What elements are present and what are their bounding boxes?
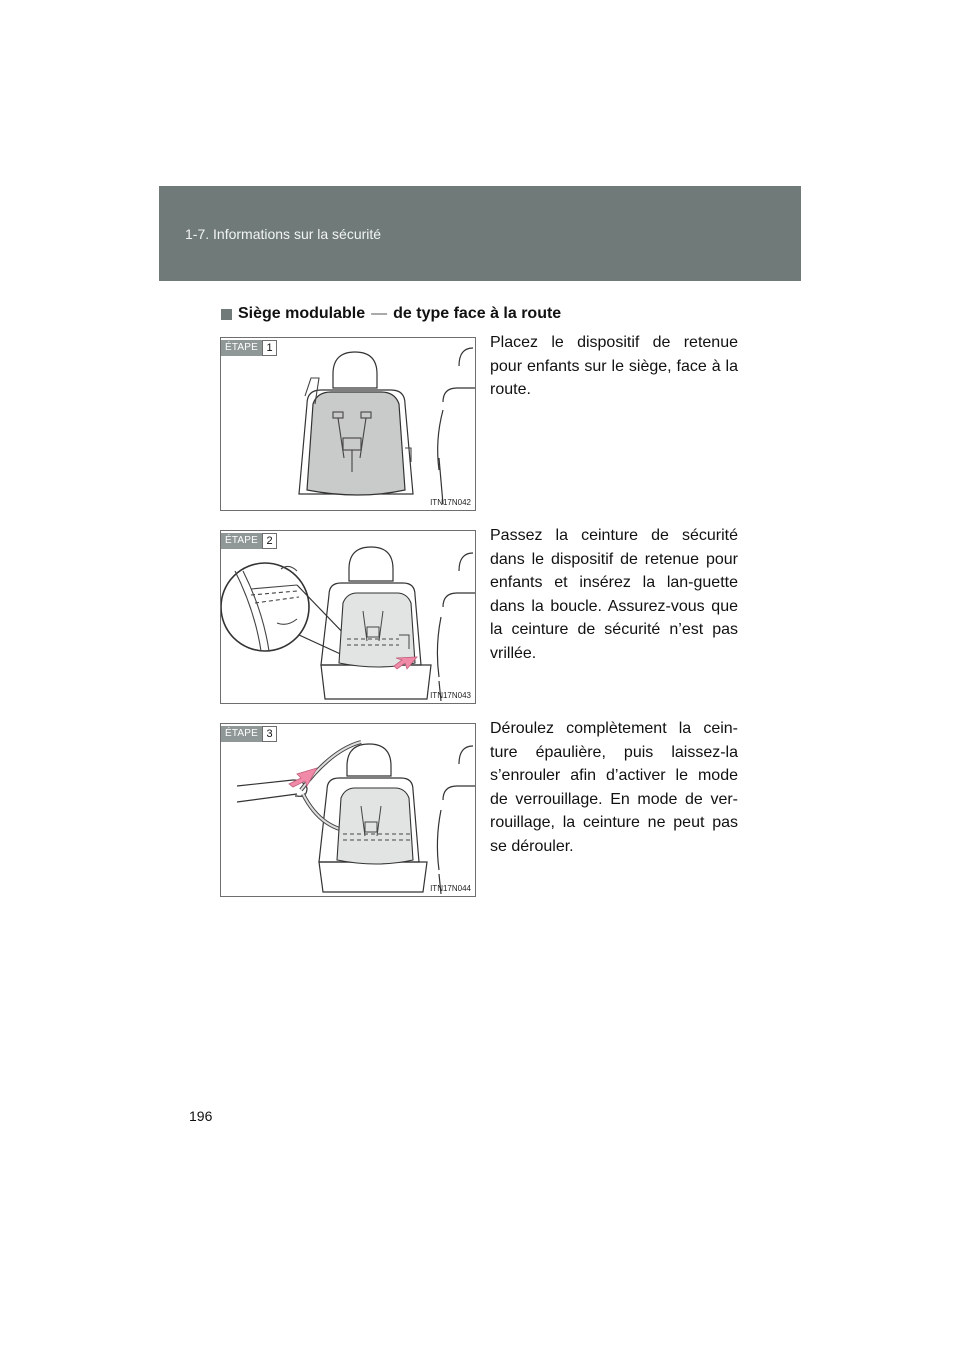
step-1-text: Placez le dispositif de retenue pour enfants sur le siège, face à la route. xyxy=(490,334,738,398)
seat-illustration-1 xyxy=(221,338,475,510)
step-3-text: Déroulez complètement la cein-ture épaulière, puis laissez-la s’enrouler afin d’activer le mode de verrouillage. En mode de ver-rouillage, la ceinture ne peut pas se dérouler. xyxy=(490,720,738,855)
header-band xyxy=(159,186,801,281)
step-3-figure xyxy=(220,723,476,897)
square-bullet-icon xyxy=(221,309,232,320)
page-number: 196 xyxy=(189,1108,213,1124)
heading-title: Siège modulable xyxy=(238,305,366,322)
heading-dash: — xyxy=(371,305,388,322)
figure-code: ITN17N042 xyxy=(430,498,471,507)
step-1-figure xyxy=(220,337,476,511)
section-heading xyxy=(221,305,561,323)
step-1-badge: ÉTAPE 1 xyxy=(221,340,277,356)
heading-subtitle: de type face à la route xyxy=(393,305,562,322)
figure-code: ITN17N044 xyxy=(430,884,471,893)
seat-illustration-2 xyxy=(221,531,475,703)
figure-code: ITN17N043 xyxy=(430,691,471,700)
seat-illustration-3 xyxy=(221,724,475,896)
step-2-text: Passez la ceinture de sécurité dans le dispositif de retenue pour enfants et insérez la lan-guette dans la boucle. Assurez-vous que la ceinture de sécurité n’est pas vrillée. xyxy=(490,527,738,662)
section-title: 1-7. Informations sur la sécurité xyxy=(185,226,382,242)
step-2-figure xyxy=(220,530,476,704)
step-2-badge: ÉTAPE 2 xyxy=(221,533,277,549)
step-3-badge: ÉTAPE 3 xyxy=(221,726,277,742)
